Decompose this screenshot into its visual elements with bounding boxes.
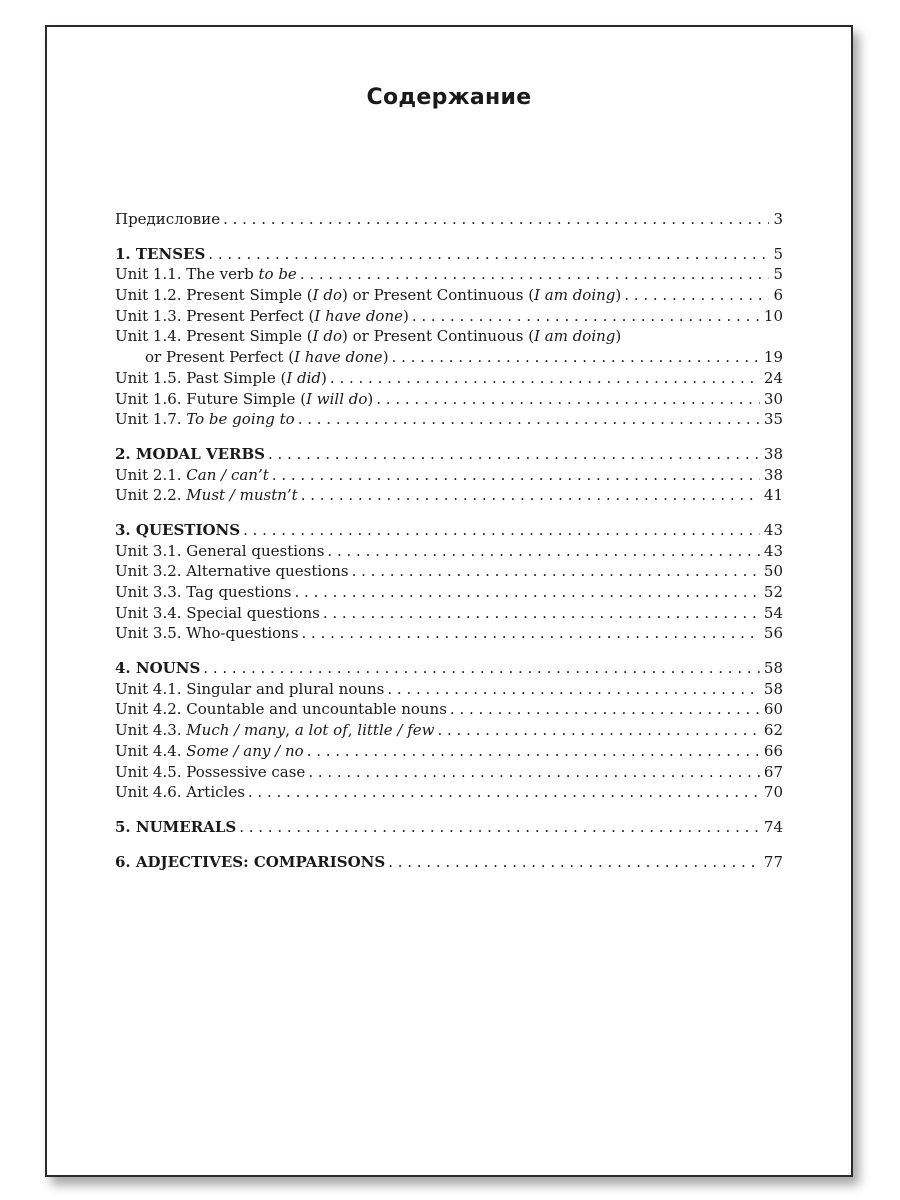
toc-entry-unit-4-1[interactable] bbox=[115, 679, 783, 700]
toc-page-number: 77 bbox=[763, 852, 783, 871]
toc-entry-label: Unit 1.5. Past Simple (I did) bbox=[115, 368, 327, 387]
toc-leader bbox=[387, 679, 760, 700]
toc-page-number: 62 bbox=[763, 721, 783, 740]
toc-page-number: 3 bbox=[773, 210, 783, 228]
toc-page-number: 43 bbox=[763, 541, 783, 560]
toc-leader bbox=[301, 485, 760, 506]
toc-entry-label: Unit 3.3. Tag questions bbox=[115, 583, 292, 601]
toc-entry-unit-4-2[interactable] bbox=[115, 699, 783, 720]
toc-entry-preface[interactable] bbox=[115, 209, 783, 230]
toc-entry-label: Unit 4.5. Possessive case bbox=[115, 762, 306, 781]
toc-page-number: 41 bbox=[763, 486, 783, 505]
toc-section-label: 1. TENSES bbox=[115, 244, 206, 263]
toc-leader bbox=[376, 389, 760, 410]
toc-section-nouns[interactable] bbox=[115, 658, 783, 679]
toc-entry-label: Unit 1.1. The verb to be bbox=[115, 265, 297, 284]
toc-entry-unit-4-5[interactable] bbox=[115, 762, 783, 783]
toc-section-adjectives[interactable] bbox=[115, 852, 783, 873]
toc-entry-unit-4-3[interactable] bbox=[115, 720, 783, 741]
document-page bbox=[45, 25, 853, 1177]
table-of-contents bbox=[115, 209, 783, 872]
toc-page-number: 50 bbox=[763, 562, 783, 581]
toc-entry-label: Unit 3.1. General questions bbox=[115, 541, 325, 560]
toc-entry-unit-3-1[interactable] bbox=[115, 541, 783, 562]
toc-entry-label: Unit 4.2. Countable and uncountable nouns bbox=[115, 700, 447, 719]
toc-leader bbox=[307, 741, 760, 762]
toc-page-number: 38 bbox=[763, 444, 783, 463]
toc-page-number: 70 bbox=[763, 783, 783, 802]
toc-entry-unit-3-4[interactable] bbox=[115, 603, 783, 624]
toc-section-label: 5. NUMERALS bbox=[115, 817, 237, 836]
toc-section-modal-verbs[interactable] bbox=[115, 444, 783, 465]
toc-leader bbox=[223, 209, 769, 230]
toc-page-number: 35 bbox=[763, 410, 783, 429]
toc-leader bbox=[392, 347, 760, 368]
toc-entry-unit-2-1[interactable] bbox=[115, 465, 783, 486]
toc-leader bbox=[352, 561, 760, 582]
toc-page-number: 67 bbox=[763, 762, 783, 781]
toc-entry-unit-4-6[interactable] bbox=[115, 782, 783, 803]
page-title: Содержание bbox=[366, 85, 532, 110]
toc-entry-label: Unit 2.1. Can / can’t bbox=[115, 465, 269, 484]
toc-entry-unit-1-6[interactable] bbox=[115, 389, 783, 410]
toc-section-tenses[interactable] bbox=[115, 244, 783, 265]
toc-section-label: 2. MODAL VERBS bbox=[115, 444, 266, 463]
toc-entry-label: or Present Perfect (I have done) bbox=[145, 348, 389, 367]
toc-leader bbox=[308, 762, 760, 783]
toc-leader bbox=[450, 699, 760, 720]
toc-entry-label: Unit 3.5. Who-questions bbox=[115, 624, 299, 643]
toc-entry-unit-1-2[interactable] bbox=[115, 285, 783, 306]
toc-page-number: 60 bbox=[763, 700, 783, 719]
toc-entry-label: Unit 1.7. To be going to bbox=[115, 410, 295, 429]
toc-entry-label: Unit 4.1. Singular and plural nouns bbox=[115, 679, 385, 698]
toc-entry-unit-1-4-continued[interactable] bbox=[115, 347, 783, 368]
toc-page-number: 30 bbox=[763, 389, 783, 408]
toc-leader bbox=[624, 285, 769, 306]
toc-leader bbox=[388, 852, 760, 873]
toc-leader bbox=[298, 409, 760, 430]
toc-entry-unit-1-7[interactable] bbox=[115, 409, 783, 430]
toc-leader bbox=[437, 720, 759, 741]
toc-leader bbox=[203, 658, 760, 679]
toc-leader bbox=[243, 520, 760, 541]
toc-entry-label: Unit 1.4. Present Simple (I do) or Present Continuous (I am doing) bbox=[115, 327, 622, 346]
toc-entry-unit-4-4[interactable] bbox=[115, 741, 783, 762]
toc-leader bbox=[300, 264, 770, 285]
toc-entry-label: Unit 4.3. Much / many, a lot of, little / few bbox=[115, 721, 435, 740]
toc-entry-label: Unit 4.6. Articles bbox=[115, 783, 245, 802]
toc-section-label: 6. ADJECTIVES: COMPARISONS bbox=[115, 852, 386, 871]
toc-entry-label: Unit 3.4. Special questions bbox=[115, 603, 320, 622]
toc-page-number: 74 bbox=[763, 817, 783, 836]
toc-section-questions[interactable] bbox=[115, 520, 783, 541]
toc-entry-unit-3-5[interactable] bbox=[115, 623, 783, 644]
toc-section-numerals[interactable] bbox=[115, 817, 783, 838]
toc-page-number: 19 bbox=[763, 348, 783, 367]
toc-leader bbox=[412, 306, 760, 327]
toc-entry-unit-3-2[interactable] bbox=[115, 561, 783, 582]
toc-leader bbox=[302, 623, 760, 644]
toc-leader bbox=[295, 582, 760, 603]
toc-page-number: 52 bbox=[763, 583, 783, 601]
toc-page-number: 58 bbox=[763, 659, 783, 678]
toc-page-number: 38 bbox=[763, 465, 783, 484]
toc-leader bbox=[208, 244, 769, 265]
toc-leader bbox=[239, 817, 760, 838]
toc-page-number: 10 bbox=[763, 306, 783, 325]
toc-entry-label: Предисловие bbox=[115, 210, 221, 228]
toc-leader bbox=[272, 465, 760, 486]
toc-entry-unit-1-4[interactable] bbox=[115, 326, 783, 347]
toc-leader bbox=[327, 541, 759, 562]
toc-page-number: 56 bbox=[763, 624, 783, 643]
toc-page-number: 24 bbox=[763, 368, 783, 387]
toc-entry-unit-1-1[interactable] bbox=[115, 264, 783, 285]
toc-entry-label: Unit 3.2. Alternative questions bbox=[115, 562, 349, 581]
toc-page-number: 5 bbox=[773, 244, 783, 263]
toc-page-number: 66 bbox=[763, 741, 783, 760]
toc-page-number: 6 bbox=[773, 286, 783, 305]
toc-entry-label: Unit 2.2. Must / mustn’t bbox=[115, 486, 298, 505]
toc-page-number: 5 bbox=[773, 265, 783, 284]
toc-leader bbox=[330, 368, 760, 389]
toc-entry-unit-1-5[interactable] bbox=[115, 368, 783, 389]
toc-section-label: 3. QUESTIONS bbox=[115, 520, 241, 539]
toc-entry-label: Unit 1.3. Present Perfect (I have done) bbox=[115, 306, 409, 325]
toc-entry-unit-1-3[interactable] bbox=[115, 306, 783, 327]
toc-leader bbox=[248, 782, 760, 803]
toc-entry-label: Unit 1.6. Future Simple (I will do) bbox=[115, 389, 374, 408]
toc-entry-label: Unit 1.2. Present Simple (I do) or Present Continuous (I am doing) bbox=[115, 286, 622, 305]
toc-page-number: 43 bbox=[763, 520, 783, 539]
toc-page-number: 54 bbox=[763, 603, 783, 622]
toc-entry-unit-3-3[interactable] bbox=[115, 582, 783, 603]
toc-section-label: 4. NOUNS bbox=[115, 659, 201, 678]
toc-leader bbox=[268, 444, 760, 465]
toc-leader bbox=[323, 603, 760, 624]
toc-entry-unit-2-2[interactable] bbox=[115, 485, 783, 506]
toc-entry-label: Unit 4.4. Some / any / no bbox=[115, 741, 304, 760]
toc-page-number: 58 bbox=[763, 679, 783, 698]
